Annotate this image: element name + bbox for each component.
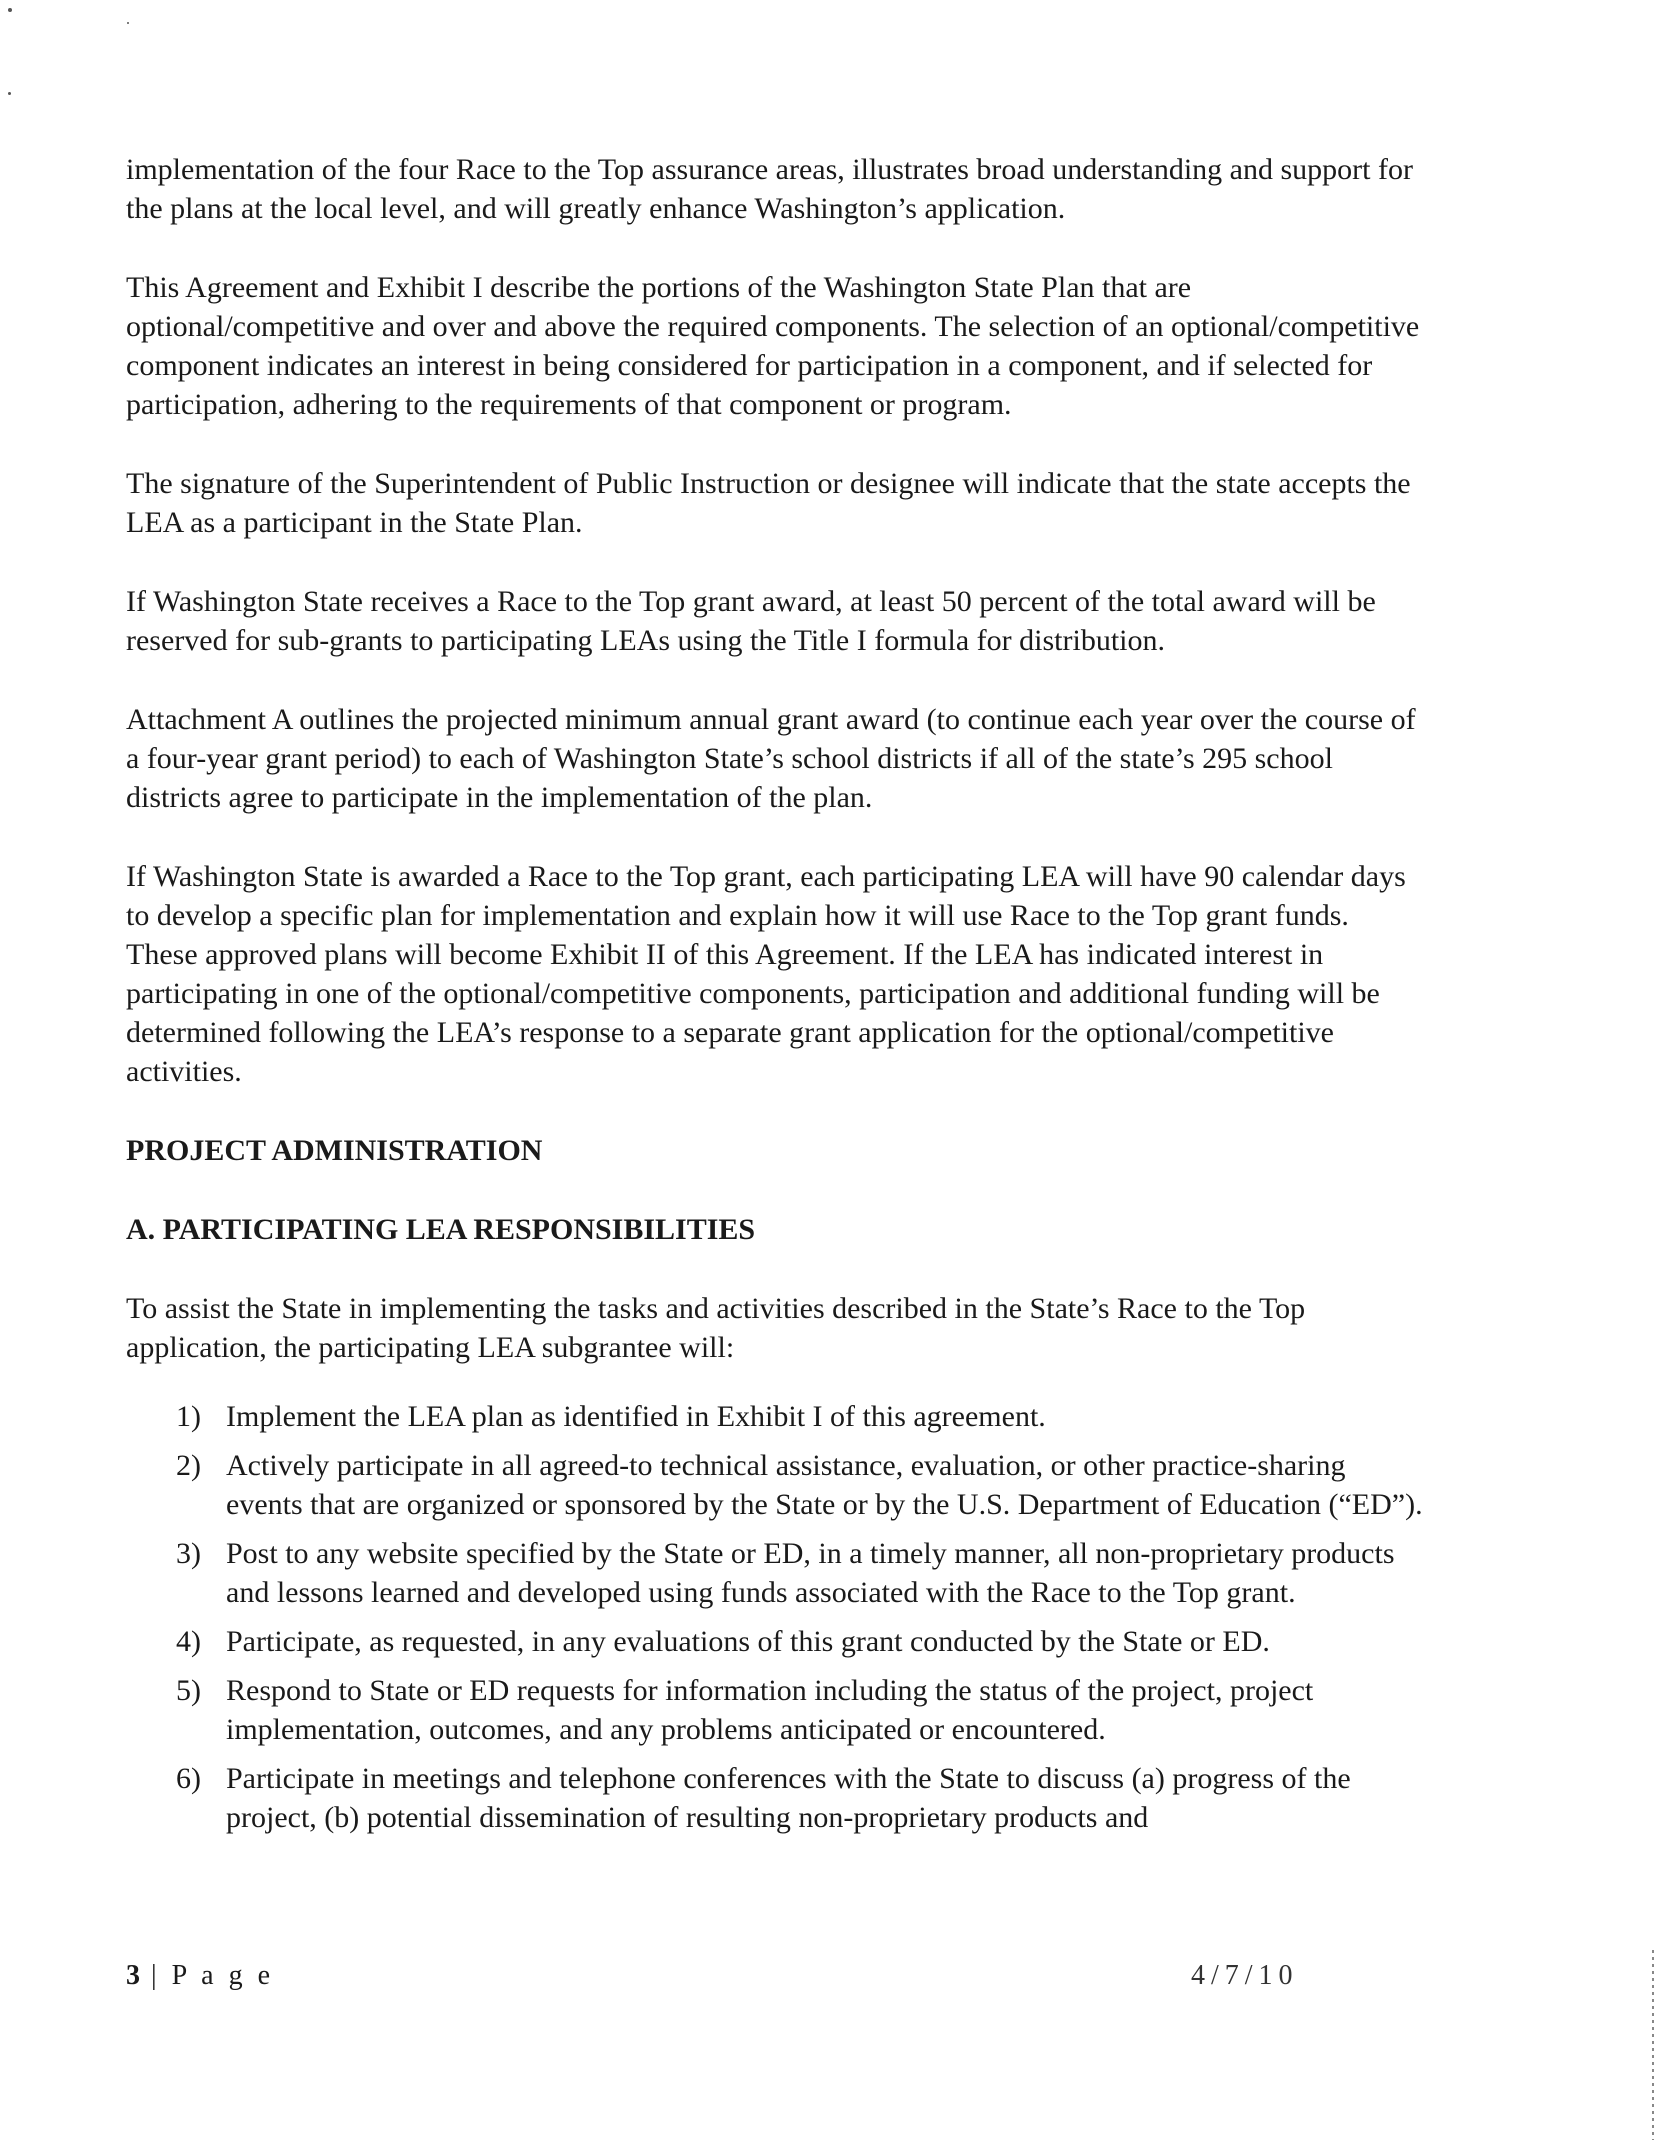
paragraph-attachment-a: Attachment A outlines the projected minimum annual grant award (to continue each year over the course of a four-year grant period) to each of Washington State’s school districts if all of the state’s 295 school districts agree to participate in the implementation of the plan. xyxy=(126,703,1416,814)
list-item xyxy=(176,1622,1426,1661)
responsibilities-list xyxy=(126,1397,1426,1837)
list-item-text: Post to any website specified by the State or ED, in a timely manner, all non-proprietary products and lessons learned and developed using funds associated with the Race to the Top grant. xyxy=(226,1537,1395,1609)
heading-lea-responsibilities: A. PARTICIPATING LEA RESPONSIBILITIES xyxy=(126,1213,756,1246)
list-item xyxy=(176,1534,1426,1612)
scan-speck xyxy=(8,8,12,12)
list-item-number: 6) xyxy=(176,1762,201,1795)
list-item-number: 2) xyxy=(176,1449,201,1482)
list-item-number: 3) xyxy=(176,1537,201,1570)
list-item-number: 1) xyxy=(176,1400,201,1433)
page-number xyxy=(126,1960,274,1992)
scan-speck xyxy=(8,92,11,95)
list-item-number: 4) xyxy=(176,1625,201,1658)
paragraph-responsibilities-intro: To assist the State in implementing the tasks and activities described in the State’s Race to the Top application, the participating LEA subgrantee will: xyxy=(126,1292,1306,1364)
scan-speck xyxy=(127,22,129,24)
footer-date: 4/7/10 xyxy=(1191,1960,1299,1991)
paragraph-implementation-plan: If Washington State is awarded a Race to the Top grant, each participating LEA will have 90 calendar days to develop a specific plan for implementation and explain how it will use Race to the Top grant funds. These approved plans will become Exhibit II of this Agreement. If the LEA has indicated interest in participating in one of the optional/competitive components, participation and additional funding will be determined following the LEA’s response to a separate grant application for the optional/competitive activities. xyxy=(126,860,1406,1088)
list-item xyxy=(176,1671,1426,1749)
list-item-text: Actively participate in all agreed-to technical assistance, evaluation, or other practice-sharing events that are organized or sponsored by the State or by the U.S. Department of Education (“ED”). xyxy=(226,1449,1423,1521)
list-item-text: Respond to State or ED requests for information including the status of the project, project implementation, outcomes, and any problems anticipated or encountered. xyxy=(226,1674,1314,1746)
paragraph-signature: The signature of the Superintendent of Public Instruction or designee will indicate that the state accepts the LEA as a participant in the State Plan. xyxy=(126,467,1411,539)
scan-edge-dots xyxy=(1652,1950,1654,2140)
page-label: | P a g e xyxy=(151,1960,274,1991)
paragraph-grant-reservation: If Washington State receives a Race to the Top grant award, at least 50 percent of the total award will be reserved for sub-grants to participating LEAs using the Title I formula for distribution. xyxy=(126,585,1376,657)
list-item-number: 5) xyxy=(176,1674,201,1707)
list-item-text: Participate in meetings and telephone conferences with the State to discuss (a) progress of the project, (b) potential dissemination of resulting non-proprietary products and xyxy=(226,1762,1351,1834)
document-page xyxy=(126,150,1426,1847)
list-item xyxy=(176,1759,1426,1837)
list-item-text: Participate, as requested, in any evaluations of this grant conducted by the State or ED. xyxy=(226,1625,1270,1658)
paragraph-intro-continued: implementation of the four Race to the Top assurance areas, illustrates broad understanding and support for the plans at the local level, and will greatly enhance Washington’s application. xyxy=(126,153,1413,225)
list-item xyxy=(176,1446,1426,1524)
heading-project-administration: PROJECT ADMINISTRATION xyxy=(126,1134,543,1167)
list-item-text: Implement the LEA plan as identified in Exhibit I of this agreement. xyxy=(226,1400,1046,1433)
list-item xyxy=(176,1397,1426,1436)
paragraph-optional-components: This Agreement and Exhibit I describe the portions of the Washington State Plan that are optional/competitive and over and above the required components. The selection of an optional/competitive component indicates an interest in being considered for participation in a component, and if selected for participation, adhering to the requirements of that component or program. xyxy=(126,271,1420,421)
page-number-value: 3 xyxy=(126,1960,140,1991)
